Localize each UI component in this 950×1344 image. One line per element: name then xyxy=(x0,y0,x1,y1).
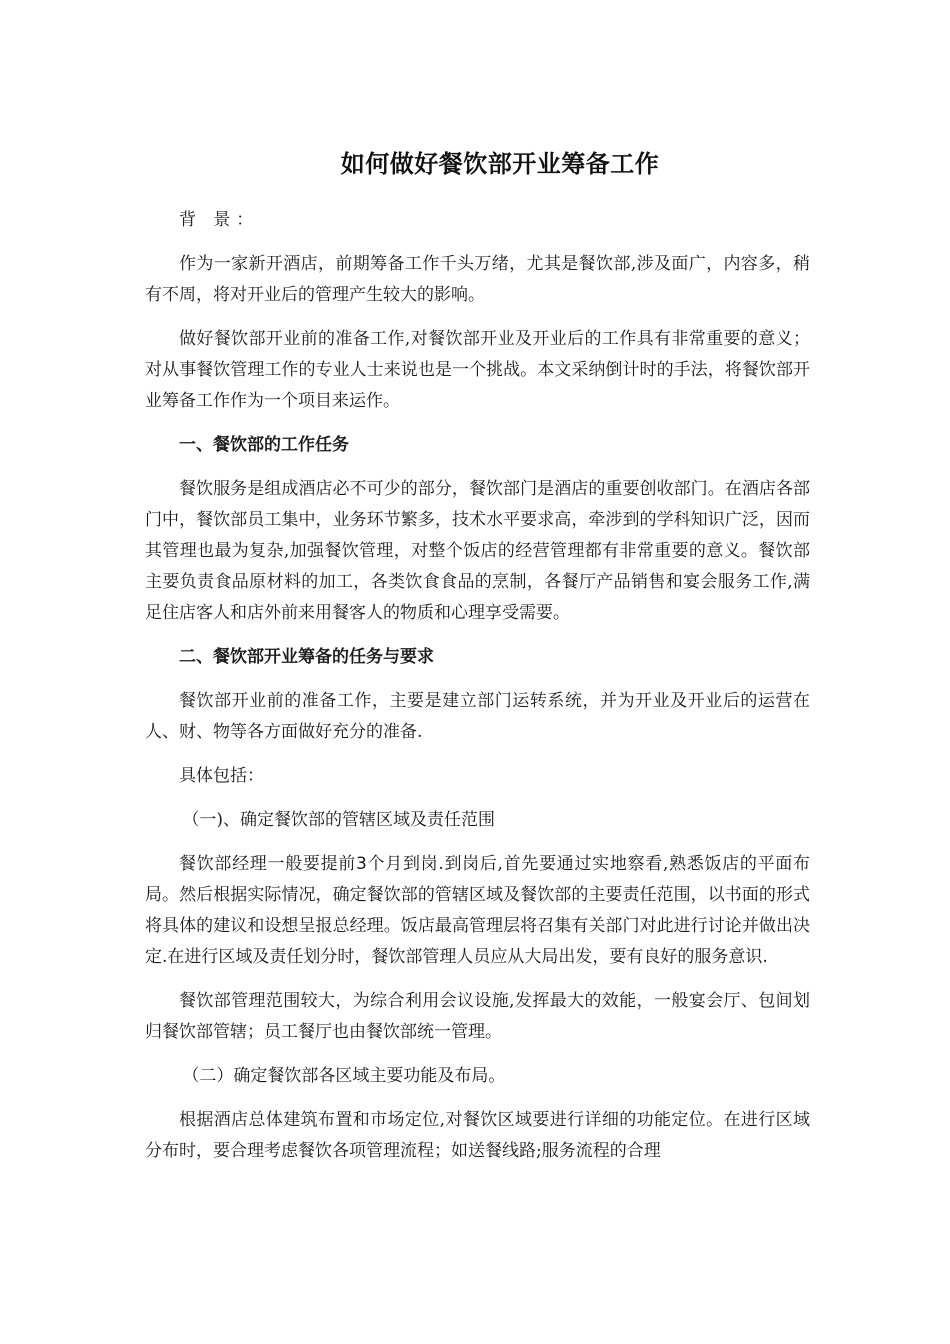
subsection-2-heading: （二）确定餐饮部各区域主要功能及布局。 xyxy=(182,1066,506,1086)
section-1-paragraph: 餐饮服务是组成酒店必不可少的部分，餐饮部门是酒店的重要创收部门。在酒店各部门中，餐饮部员工集中，业务环节繁多，技术水平要求高，牵涉到的学科知识广泛，因而其管理也最为复杂,加强餐饮管理，对整个饭店的经营管理都有非常重要的意义。餐饮部主要负责食品原材料的加工，各类饮食食品的烹制，各餐厅产品销售和宴会服务工作,满足住店客人和店外前来用餐客人的物质和心理享受需要。 xyxy=(145,479,810,623)
section-2-paragraph: 餐饮部开业前的准备工作，主要是建立部门运转系统，并为开业及开业后的运营在人、财、物等各方面做好充分的准备. xyxy=(145,691,810,742)
subsection-1-text-a: 餐饮部经理一般要提前 xyxy=(179,854,357,874)
subsection-2-paragraph: 根据酒店总体建筑布置和市场定位,对餐饮区域要进行详细的功能定位。在进行区域分布时，要合理考虑餐饮各项管理流程；如送餐线路;服务流程的合理 xyxy=(145,1110,810,1161)
months-number: 3 xyxy=(356,854,367,874)
specifics-label: 具体包括： xyxy=(179,766,264,786)
subsection-1-paragraph-2: 餐饮部管理范围较大，为综合利用会议设施,发挥最大的效能，一般宴会厅、包间划归餐饮部管辖；员工餐厅也由餐饮部统一管理。 xyxy=(145,991,810,1042)
document-body xyxy=(145,205,810,1180)
intro-paragraph-2: 做好餐饮部开业前的准备工作,对餐饮部开业及开业后的工作具有非常重要的意义；对从事餐饮管理工作的专业人士来说也是一个挑战。本文采纳倒计时的手法，将餐饮部开业筹备工作作为一个项目来运作。 xyxy=(145,329,810,411)
intro-paragraph-1: 作为一家新开酒店，前期筹备工作千头万绪，尤其是餐饮部,涉及面广，内容多，稍有不周，将对开业后的管理产生较大的影响。 xyxy=(145,254,810,305)
subsection-1-paragraph xyxy=(145,849,810,973)
section-2-heading: 二、餐饮部开业筹备的任务与要求 xyxy=(179,647,434,667)
background-label: 背 景： xyxy=(179,210,260,230)
section-1-heading: 一、餐饮部的工作任务 xyxy=(179,435,349,455)
document-title: 如何做好餐饮部开业筹备工作 xyxy=(340,149,660,178)
subsection-1-text-b: 个月到岗.到岗后,首先要通过实地察看,熟悉饭店的平面布局。然后根据实际情况，确定餐饮部的管辖区域及餐饮部的主要责任范围，以书面的形式将具体的建议和设想呈报总经理。饭店最高管理层将召集有关部门对此进行讨论并做出决定.在进行区域及责任划分时，餐饮部管理人员应从大局出发，要有良好的服务意识. xyxy=(145,854,810,967)
subsection-1-heading: （一)、确定餐饮部的管辖区域及责任范围 xyxy=(182,810,496,830)
